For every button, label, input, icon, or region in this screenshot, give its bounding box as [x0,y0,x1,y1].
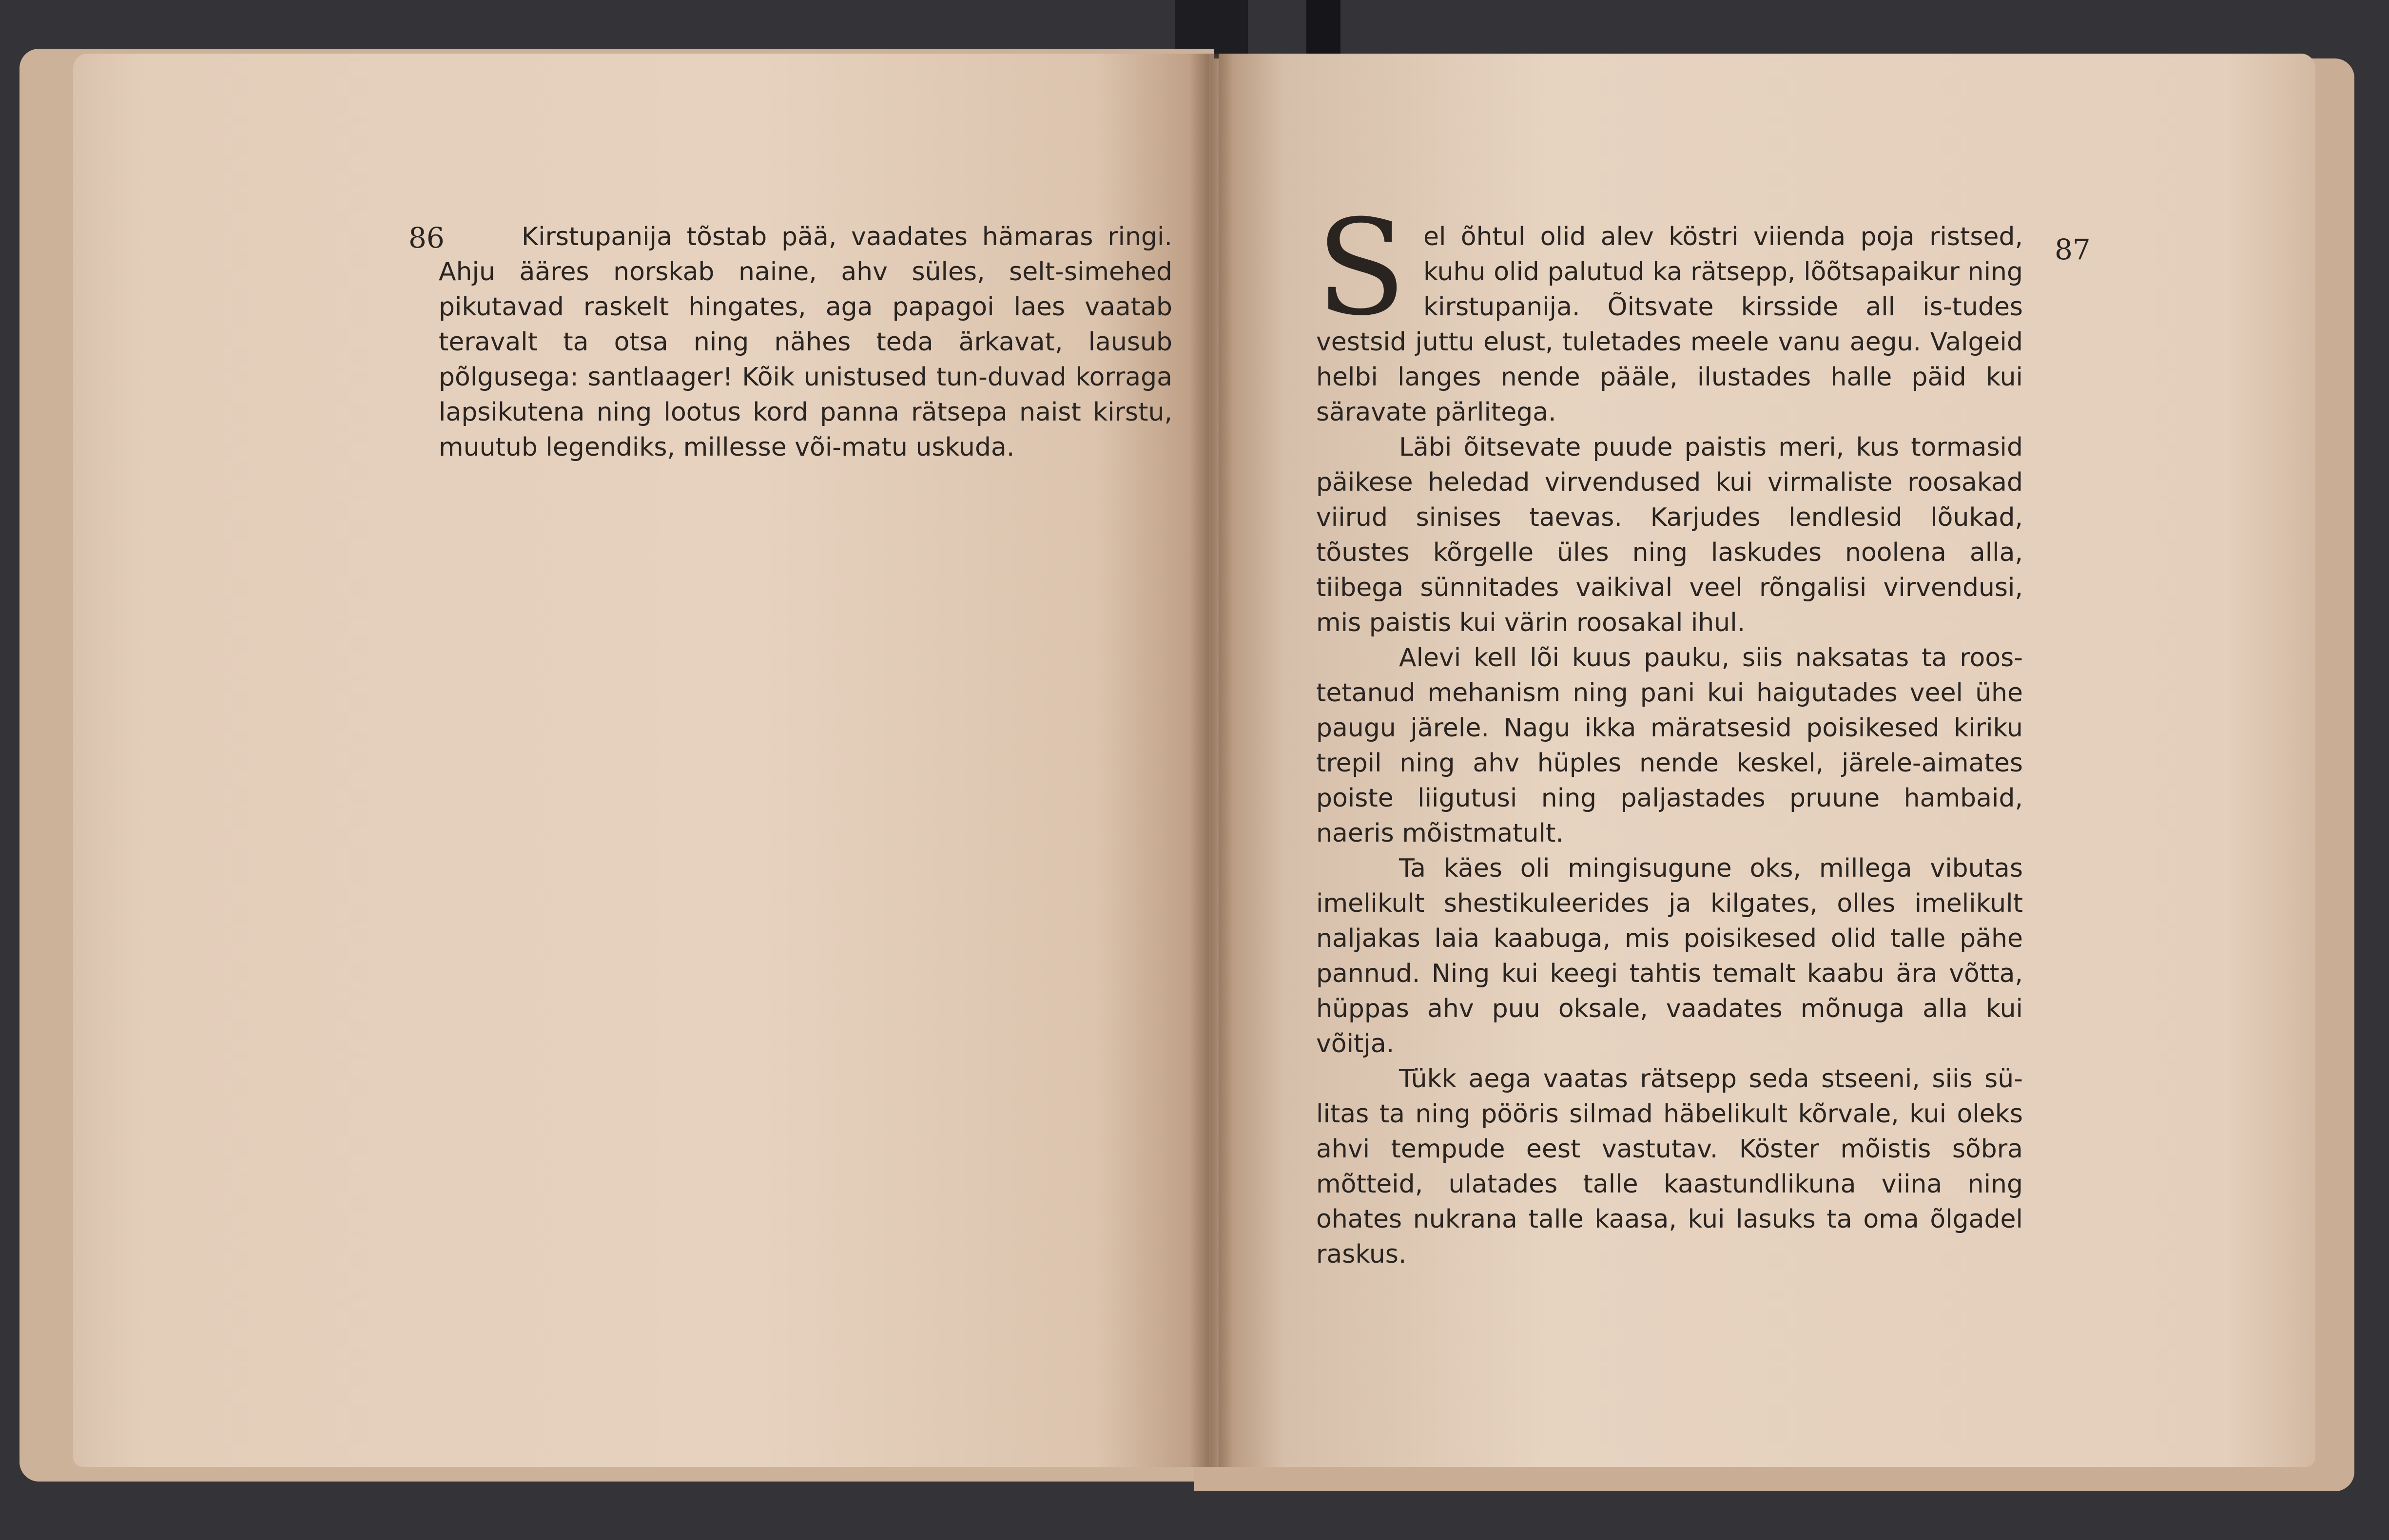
left-paragraph-1: Kirstupanija tõstab pää, vaadates hämaras ringi. Ahju ääres norskab naine, ahv süles, selt-simehed pikutavad raskelt hingates, aga papagoi laes vaatab teravalt ta otsa ning nähes teda ärkavat, lausub põlgusega: santlaager! Kõik unistused tun-duvad korraga lapsikutena ning lootus kord panna rätsepa naist kirstu, muutub legendiks, millesse või-matu uskuda. [439,222,1172,462]
drop-cap: S [1316,191,1406,345]
right-paragraph-4: Ta käes oli mingisugune oks, millega vibutas imelikult shestikuleerides ja kilgates, olles imelikult naljakas laia kaabuga, mis poisikesed olid talle pähe pannud. Ning kui keegi tahtis temalt kaabu ära võtta, hüppas ahv puu oksale, vaadates mõnuga alla kui võitja. [1316,854,2023,1059]
right-paragraph-1 [1316,191,2023,430]
left-page-number: 86 [408,221,445,254]
right-paragraph-1-text: el õhtul olid alev köstri viienda poja ristsed, kuhu olid palutud ka rätsepp, lõõtsapaikur ning kirstupanija. Õitsvate kirsside all is-tudes vestsid juttu elust, tuletades meele vanu aegu. Valgeid helbi langes nende pääle, ilustades halle päid kui säravate pärlitega. [1316,222,2023,427]
right-paragraph-3: Alevi kell lõi kuus pauku, siis naksatas ta roos-tetanud mehanism ning pani kui haigutades veel ühe paugu järele. Nagu ikka märatsesid poisikesed kiriku trepil ning ahv hüples nende keskel, järele-aimates poiste liigutusi ning paljastades pruune hambaid, naeris mõistmatult. [1316,643,2023,848]
right-paragraph-5: Tükk aega vaatas rätsepp seda stseeni, siis sü-litas ta ning pööris silmad häbelikult kõrvale, kui oleks ahvi tempude eest vastutav. Köster mõistis sõbra mõtteid, ulatades talle kaastundlikuna viina ning ohates nukrana talle kaasa, kui lasuks ta oma õlgadel raskus. [1316,1064,2023,1269]
right-paragraph-2: Läbi õitsevate puude paistis meri, kus tormasid päikese heledad virvendused kui virmaliste roosakad viirud sinises taevas. Karjudes lendlesid lõukad, tõustes kõrgelle üles ning laskudes noolena alla, tiibega sünnitades vaikival veel rõngalisi virvendusi, mis paistis kui värin roosakal ihul. [1316,433,2023,637]
right-page-number: 87 [2055,233,2091,266]
book-gutter [1189,54,1233,1467]
left-page-text [439,219,1172,465]
right-page-text [1316,191,2023,1272]
